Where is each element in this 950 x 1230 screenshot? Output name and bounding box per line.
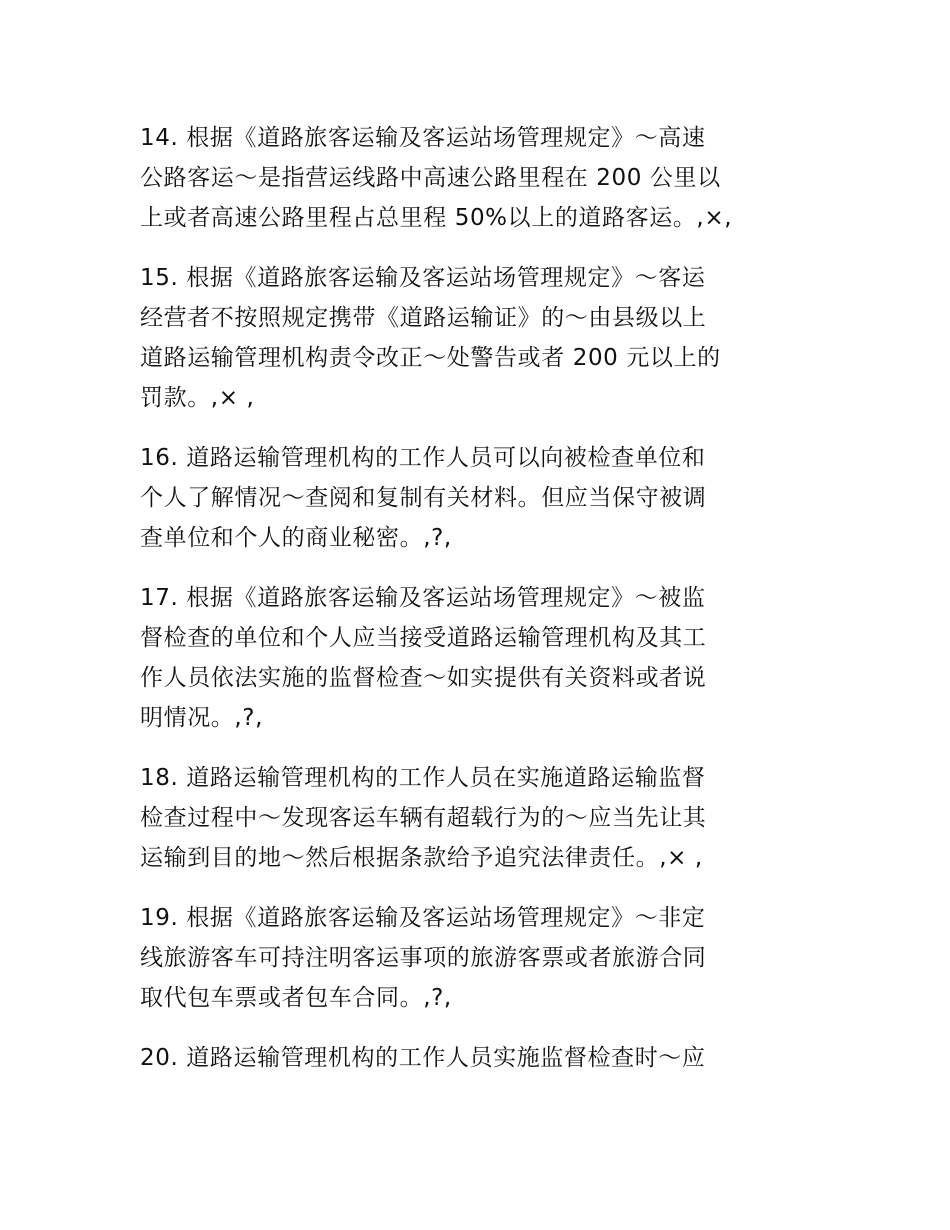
text-line: 作人员依法实施的监督检查～如实提供有关资料或者说	[140, 665, 707, 691]
question-item-19	[140, 898, 820, 1018]
text-line: 16. 道路运输管理机构的工作人员可以向被检查单位和	[140, 445, 706, 471]
text-line: 14. 根据《道路旅客运输及客运站场管理规定》～高速	[140, 125, 706, 151]
text-line: 经营者不按照规定携带《道路运输证》的～由县级以上	[140, 305, 707, 331]
text-line: 19. 根据《道路旅客运输及客运站场管理规定》～非定	[140, 905, 706, 931]
text-line: 公路客运～是指营运线路中高速公路里程在 200 公里以	[140, 165, 721, 191]
text-line: 线旅游客车可持注明客运事项的旅游客票或者旅游合同	[140, 945, 707, 971]
text-line: 20. 道路运输管理机构的工作人员实施监督检查时～应	[140, 1045, 706, 1071]
text-line: 15. 根据《道路旅客运输及客运站场管理规定》～客运	[140, 265, 706, 291]
text-line: 明情况。,?,	[140, 705, 264, 731]
question-item-14	[140, 118, 820, 238]
text-line: 18. 道路运输管理机构的工作人员在实施道路运输监督	[140, 765, 706, 791]
text-line: 17. 根据《道路旅客运输及客运站场管理规定》～被监	[140, 585, 706, 611]
question-item-16	[140, 438, 820, 558]
question-item-17	[140, 578, 820, 738]
text-line: 督检查的单位和个人应当接受道路运输管理机构及其工	[140, 625, 707, 651]
text-line: 罚款。,× ,	[140, 385, 255, 411]
text-line: 上或者高速公路里程占总里程 50%以上的道路客运。,×,	[140, 205, 733, 231]
text-line: 检查过程中～发现客运车辆有超载行为的～应当先让其	[140, 805, 707, 831]
text-line: 取代包车票或者包车合同。,?,	[140, 985, 452, 1011]
text-line: 运输到目的地～然后根据条款给予追究法律责任。,× ,	[140, 845, 703, 871]
question-item-18	[140, 758, 820, 878]
question-item-15	[140, 258, 820, 418]
text-line: 查单位和个人的商业秘密。,?,	[140, 525, 452, 551]
question-item-20	[140, 1038, 820, 1078]
document-body	[140, 118, 820, 1098]
text-line: 道路运输管理机构责令改正～处警告或者 200 元以上的	[140, 345, 721, 371]
text-line: 个人了解情况～查阅和复制有关材料。但应当保守被调	[140, 485, 707, 511]
